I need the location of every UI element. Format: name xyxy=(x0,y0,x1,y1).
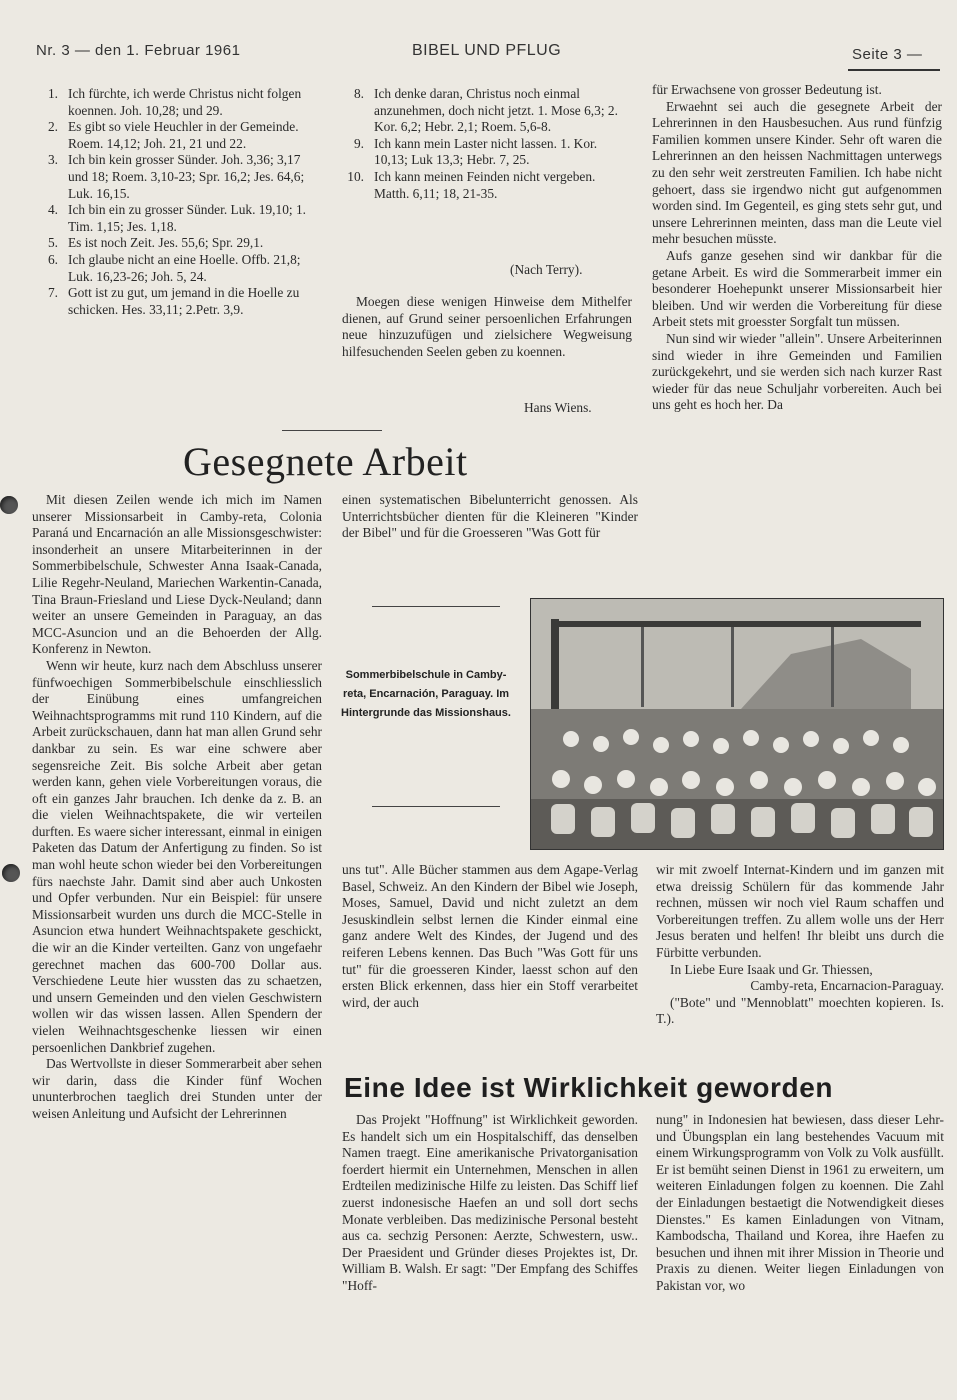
objection-list-2 xyxy=(336,86,632,202)
source-note: (Nach Terry). xyxy=(510,262,583,277)
article-body-column-2-bottom: uns tut". Alle Bücher stammen aus dem Agape-Verlag Basel, Schweiz. An den Kindern der Bibel wie Joseph, Moses, Samuel, David und nicht zuletzt an dem Jesuskindlein selbst lernen die Kinder einmal eine ganz andere Welt des Kindes, der Jugend und des reiferen Lebens kennen. Das Buch "Was Gott für uns tut" für die groesseren Kinder, laesst schon auf den ersten Blick erkennen, dass hier ein Stoff verarbeitet wird, der auch xyxy=(342,862,638,1010)
list-item: 7. Gott ist zu gut, um jemand in die Hoelle zu schicken. Hes. 33,11; 2.Petr. 3,9. xyxy=(47,285,300,317)
second-article-column-2: nung" in Indonesien hat bewiesen, dass dieser Lehr- und Übungsplan ein lang bestehendes Vacuum mit einem Wirkungsprogramm von Volk zu Volk ausfüllt. Er ist bemüht seinen Dienst in 1961 zu erweitern, um weiteren Einladungen folgen zu koennen. Die Zahl der Einladungen bestaetigt die Notwendigkeit dieses Dienstes." Es kamen Einladungen von Vitnam, Kambodscha, Thailand und Korea, ihre Haefen zu besuchen und ihnen mit ihrer Mission in Theorie und Praxis zu dienen. Weiter liegen Einladungen von Pakistan vor, wo xyxy=(656,1112,944,1293)
list-item: 9. Ich kann mein Laster nicht lassen. 1. Kor. 10,13; Luk 13,3; Hebr. 7, 25. xyxy=(353,135,598,168)
second-article-title: Eine Idee ist Wirklichkeit geworden xyxy=(344,1072,834,1103)
author-signature: Hans Wiens. xyxy=(524,400,592,415)
list-item: 8. Ich denke daran, Christus noch einmal anzunehmen, doch nicht jetzt. 1. Mose 6,3; 2. Kor. 6,2; Hebr. 2,1; Roem. 5,6-8. xyxy=(353,86,618,135)
masthead: BIBEL UND PFLUG xyxy=(412,42,562,59)
list-item: 1. Ich fürchte, ich werde Christus nicht folgen koennen. Joh. 10,28; und 29. xyxy=(47,86,302,118)
caption-rule-top xyxy=(372,606,500,607)
article-body-column-2-top: einen systematischen Bibelunterricht genossen. Als Unterrichtsbücher dienten für die Kleineren "Kinder der Bibel" und für die Groesseren "Was Gott für xyxy=(342,492,638,541)
binder-hole-top xyxy=(0,496,18,514)
article-title: Gesegnete Arbeit xyxy=(183,439,468,484)
caption-rule-bottom xyxy=(372,806,500,807)
photo-caption: Sommerbibelschule in Camby-reta, Encarnación, Paraguay. Im Hintergrunde das Missionshaus. xyxy=(341,669,511,719)
objection-list-1 xyxy=(30,86,322,318)
list-item: 10. Ich kann meinen Feinden nicht vergeben. Matth. 6,11; 18, 21-35. xyxy=(347,168,596,201)
title-rule xyxy=(282,430,382,431)
header-rule xyxy=(848,69,940,71)
article-body-column-3-bottom: wir mit zwoelf Internat-Kindern und im ganzen mit etwa dreissig Schülern für das kommende Jahr rechnen, müssen wir noch viel Raum schaffen und Vorbereitungen treffen. Zu allem wolle uns der Herr Jesus beraten und helfen! Ihr bleibt uns durch die Fürbitte verbunden. In Liebe Eure Isaak und Gr. Thiessen, Camby-reta, Encarnacion-Paraguay. ("Bote" und "Mennoblatt" moechten kopieren. Is. T.). xyxy=(656,862,944,1027)
list-item: 3. Ich bin kein grosser Sünder. Joh. 3,36; 3,17 und 18; Roem. 3,10-23; Spr. 16,2; Jes. 64,6; Luk. 16,15. xyxy=(47,152,305,201)
closing-paragraph: Moegen diese wenigen Hinweise dem Mithelfer dienen, auf Grund seiner persoenlichen Erfahrungen neue hinzuzufügen und zielsichere Wegweisung hilfesuchenden Seelen geben zu koennen. xyxy=(342,294,632,359)
issue-date: Nr. 3 — den 1. Februar 1961 xyxy=(36,42,241,59)
second-article-column-1: Das Projekt "Hoffnung" ist Wirklichkeit geworden. Es handelt sich um ein Hospitalschiff, das denselben Namen traegt. Eine amerikanische Privatorganisation foerdert hiermit ein Unternehmen, Menschen in allen Erdteilen medizinische Hilfe zu leisten. Das Schiff lief zuerst indonesische Haefen an und soll dort sechs Monate verbleiben. Das medizinische Personal besteht aus ca. sechzig Personen: Aerzte, Schwestern, usw.. Der Praesident und Gründer dieses Projektes ist, Dr. William B. Walsh. Er sagt: "Der Empfang des Schiffes "Hoff- xyxy=(342,1112,638,1293)
page-number: Seite 3 — xyxy=(852,46,923,63)
binder-hole-bottom xyxy=(2,864,20,882)
photo-illustration xyxy=(531,599,943,849)
article-continued-column: für Erwachsene von grosser Bedeutung ist. Erwaehnt sei auch die gesegnete Arbeit der Lehrerinnen in den Hausbesuchen. Aus rund fünfzig Familien kommen unsere Kinder. Sehr oft waren die Lehrerinnen an den heissen Nachmittagen unterwegs zu den sehr weit zerstreuten Familien. Ich habe nicht gehoert, dass sie irgendwo nicht gut aufgenommen worden sind. Im Gegenteil, es ging stets sehr gut, und unsere Lehrerinnen meinten, dass man die Leute viel mehr besuchen müsste. Aufs ganze gesehen sind wir dankbar für die getane Arbeit. Es wird die Sommerarbeit immer ein besonderer Hoehepunkt unserer Missionsarbeit hier bleiben. Und wir werden die Vorbereitung für diese Arbeit stets mit groesster Sorgfalt tun müssen. Nun sind wir wieder "allein". Unsere Arbeiterinnen sind wieder in ihre Gemeinden und Familien zurückgekehrt, und sie werden sich nach kurzer Rast wieder für das neue Schuljahr vorbereiten. Auch bei uns geht es hoch her. Da xyxy=(652,82,942,413)
photo-summer-bible-school xyxy=(530,598,944,850)
list-item: 2. Es gibt so viele Heuchler in der Gemeinde. Roem. 14,12; Joh. 21, 21 und 22. xyxy=(47,119,299,151)
list-item: 4. Ich bin ein zu grosser Sünder. Luk. 19,10; 1. Tim. 1,15; Jes. 1,18. xyxy=(47,202,307,234)
list-item: 5. Es ist noch Zeit. Jes. 55,6; Spr. 29,1. xyxy=(47,235,264,251)
article-body-column-1: Mit diesen Zeilen wende ich mich im Namen unserer Missionsarbeit in Camby-reta, Colonia Paraná und Encarnación an alle Missionsgeschwister: insonderheit an unsere Mitarbeiterinnen in der Sommerbibelschule, Schwester Anna Isaak-Canada, Lilie Regehr-Neuland, Mariechen Warkentin-Canada, Tina Braun-Friesland und Liese Dyck-Neuland; dann weiter an unsere Gemeinden in Paraguay, an das MCC-Asuncion und an die Behoerden der Allg. Konferenz in Newton. Wenn wir heute, kurz nach dem Abschluss unserer fünfwoechigen Sommerbibelschule einschliesslich der Einübung eines umfangreichen Weihnachtsprogramms mit rund 110 Kindern, auf die Arbeit zurückschauen, dann hat man allen Grund sehr dankbar zu sein. Es war eine schwere aber segensreiche Zeit. Bis solche Arbeit aber getan werden kann, gehen viele Vorbereitungen voraus, die oft ein ganzes Jahr brauchen. Ich denke da z. B. an die vielen Weihnachtspakete, die wir verteilen durften. Es waere sicher interessant, einmal in einigen Paketen das Datum der Anfertigung zu finden. So ist man wohl heute schon wieder bei den Vorbereitungen fürs naechste Jahr. Damit sind aber auch Unkosten und Opfer verbunden. Nur ein Beispiel: für unsere Missionsarbeit wurden uns durch die MCC-Stelle in Asuncion etwa hundert Weihnachtspakete geschickt, die wir an die Kinder verteilten. Ganz von ungefaehr gerechnet machen das 600-700 Dollar aus. Verschiedene Leute hier wussten das zu schaetzen, und unsern Gemeinden und den vielen Geschwistern wollen wir das wissen lassen. Allen Spendern der vielen Weihnachtsgeschenke liessen wir einen persoenlichen Dankbrief zugehen. Das Wertvollste in dieser Sommerarbeit aber sehen wir darin, dass die Kinder fünf Wochen ununterbrochen taeglich drei Stunden unter der weisen Anleitung und Aufsicht der Lehrerinnen xyxy=(32,492,322,1121)
list-item: 6. Ich glaube nicht an eine Hoelle. Offb. 21,8; Luk. 16,23-26; Joh. 5, 24. xyxy=(47,251,301,284)
